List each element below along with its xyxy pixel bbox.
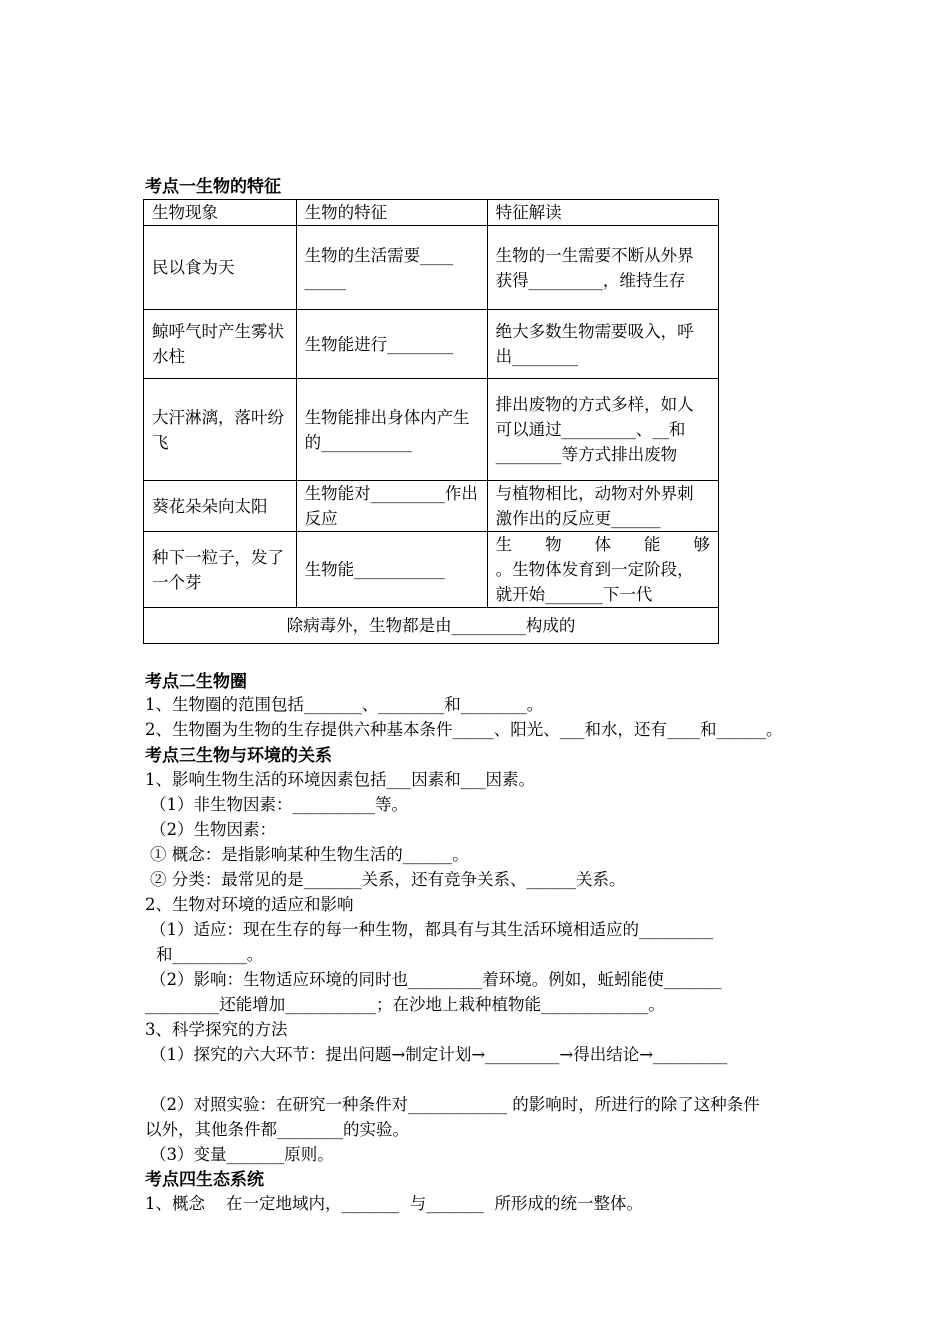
table-footer-cell: 除病毒外，生物都是由_________构成的 <box>144 608 719 644</box>
interpretation-cell <box>487 532 718 608</box>
text-line: （1）适应：现在生存的每一种生物，都具有与其生活环境相适应的_________ <box>150 920 714 939</box>
interpretation-cell: 绝大多数生物需要吸入，呼出________ <box>487 310 718 379</box>
table-row <box>144 226 719 310</box>
table-row <box>144 379 719 481</box>
table-header-cell: 生物的特征 <box>296 200 487 226</box>
text-line: （2）影响：生物适应环境的同时也_________着环境。例如，蚯蚓能使_______ <box>150 970 722 989</box>
text-line: （3）变量_______原则。 <box>150 1145 334 1164</box>
table-header-cell: 特征解读 <box>487 200 718 226</box>
text-line: （2）对照实验：在研究一种条件对____________ 的影响时，所进行的除了这种条件 <box>150 1095 760 1114</box>
text-line: 2、生物圈为生物的生存提供六种基本条件_____、阳光、___和水，还有____和______。 <box>145 720 783 739</box>
interpretation-cell: 与植物相比，动物对外界刺激作出的反应更______ <box>487 481 718 532</box>
table-header-cell: 生物现象 <box>144 200 297 226</box>
table-row <box>144 310 719 379</box>
text-line: 1、生物圈的范围包括_______、________和________。 <box>145 695 544 714</box>
phenomenon-cell: 大汗淋漓，落叶纷飞 <box>144 379 297 481</box>
section-3-heading: 考点三生物与环境的关系 <box>145 746 332 766</box>
interpretation-cell: 排出废物的方式多样，如人可以通过_________、__和 ________等方式排出废物 <box>487 379 718 481</box>
feature-cell: 生物的生活需要____ _____ <box>296 226 487 310</box>
text-line: 以外，其他条件都________的实验。 <box>145 1120 409 1139</box>
text-line: 1、影响生物生活的环境因素包括___因素和___因素。 <box>145 770 535 789</box>
feature-cell: 生物能对_________作出反应 <box>296 481 487 532</box>
table-row <box>144 481 719 532</box>
section-1-heading: 考点一生物的特征 <box>145 177 281 197</box>
phenomenon-cell: 葵花朵朵向太阳 <box>144 481 297 532</box>
table-row <box>144 532 719 608</box>
text-line: 2、生物对环境的适应和影响 <box>145 895 354 914</box>
text-line: （1）探究的六大环节：提出问题→制定计划→_________→得出结论→_________ <box>150 1045 728 1064</box>
text-line: 1、概念 在一定地域内，_______ 与_______ 所形成的统一整体。 <box>145 1194 643 1213</box>
text-line: ② 分类：最常见的是_______关系，还有竞争关系、______关系。 <box>150 870 626 889</box>
text-line: （1）非生物因素：__________等。 <box>150 795 408 814</box>
text-line: _________还能增加___________；在沙地上栽种植物能_____________。 <box>145 995 665 1014</box>
interpretation-line: 生 物 体 能 够 <box>495 535 710 554</box>
text-line: （2）生物因素： <box>150 820 276 839</box>
feature-cell: 生物能___________ <box>296 532 487 608</box>
section-2-heading: 考点二生物圈 <box>145 672 247 692</box>
section-4-heading: 考点四生态系统 <box>145 1170 264 1190</box>
phenomenon-cell: 鲸呼气时产生雾状水柱 <box>144 310 297 379</box>
interpretation-cell: 生物的一生需要不断从外界获得_________，维持生存 <box>487 226 718 310</box>
feature-cell: 生物能排出身体内产生的___________ <box>296 379 487 481</box>
text-line: ① 概念：是指影响某种生物生活的______。 <box>150 845 469 864</box>
interpretation-line: 。生物体发育到一定阶段，就开始_______下一代 <box>495 560 694 604</box>
text-line: 3、科学探究的方法 <box>145 1020 288 1039</box>
table-header-row <box>144 200 719 226</box>
phenomenon-cell: 种下一粒子，发了一个芽 <box>144 532 297 608</box>
text-line: 和_________。 <box>156 945 264 964</box>
phenomenon-cell: 民以食为天 <box>144 226 297 310</box>
table-footer-row <box>144 608 719 644</box>
characteristics-table <box>143 199 719 644</box>
feature-cell: 生物能进行________ <box>296 310 487 379</box>
